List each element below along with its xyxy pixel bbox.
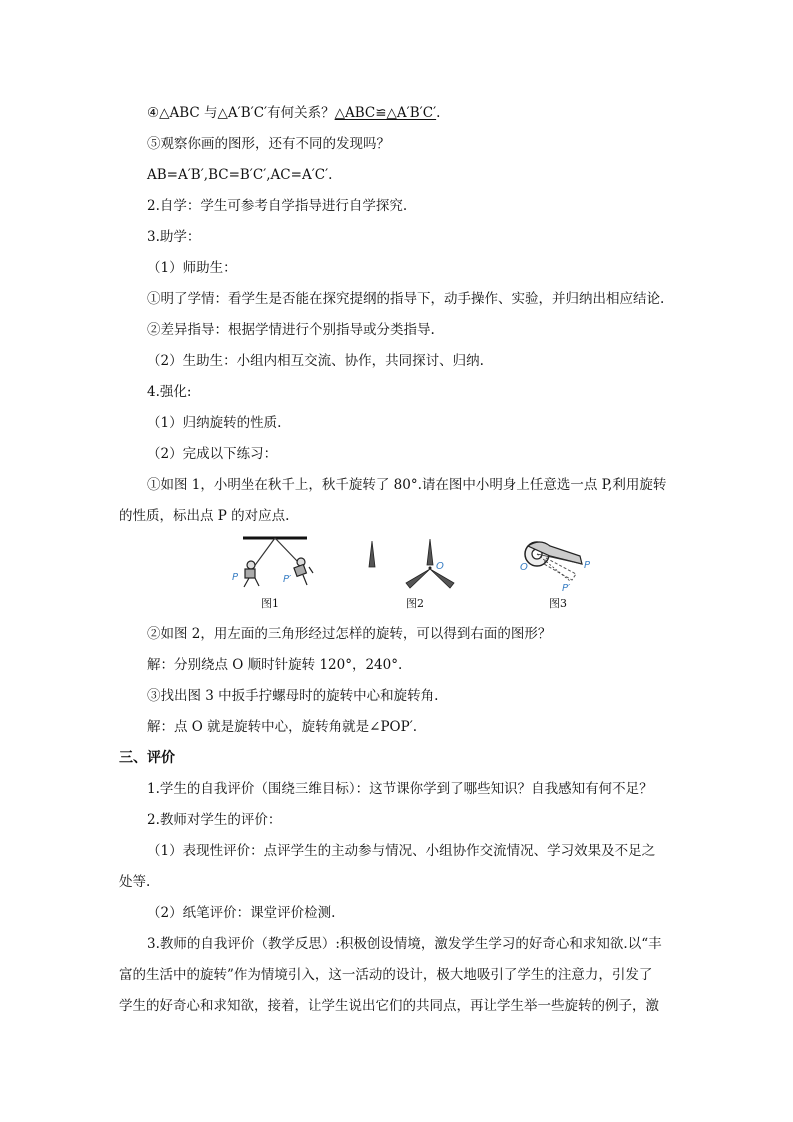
line-1-text: ④△ABC 与△A′B′C′有何关系？ xyxy=(147,105,335,121)
line-7: ①明了学情：看学生是否能在探究提纲的指导下，动手操作、实验，并归纳出相应结论. xyxy=(147,291,665,307)
line-1-end: . xyxy=(436,105,441,121)
figure-3-label-o: O xyxy=(520,562,528,573)
figure-1-swing xyxy=(225,535,335,590)
line-12: （2）完成以下练习： xyxy=(147,446,278,462)
line-26: 学生的好奇心和求知欲，接着，让学生说出它们的共同点，再让学生举一些旋转的例子，激 xyxy=(119,998,659,1014)
line-1 xyxy=(147,103,440,123)
line-15: ②如图 2，用左面的三角形经过怎样的旋转，可以得到右面的图形？ xyxy=(147,626,552,642)
figure-2-caption: 图2 xyxy=(406,597,424,610)
line-21: （1）表现性评价：点评学生的主动参与情况、小组协作交流情况、学习效果及不足之 xyxy=(147,843,656,859)
figure-2-label-o: O xyxy=(436,561,444,572)
figure-3-wrench xyxy=(510,534,605,592)
line-16: 解：分别绕点 O 顺时针旋转 120°，240°. xyxy=(147,657,403,673)
figure-3-label-p: P xyxy=(584,560,591,571)
line-4: 2.自学：学生可参考自学指导进行自学探究. xyxy=(147,198,408,214)
figure-3-caption: 图3 xyxy=(549,597,567,610)
figure-1-label-p: P xyxy=(232,572,239,583)
line-11: （1）归纳旋转的性质. xyxy=(147,415,282,431)
line-9: （2）生助生：小组内相互交流、协作，共同探讨、归纳. xyxy=(147,353,484,369)
figure-row xyxy=(0,530,793,615)
line-2: ⑤观察你画的图形，还有不同的发现吗？ xyxy=(147,136,390,152)
line-13: ①如图 1，小明坐在秋千上，秋千旋转了 80°.请在图中小明身上任意选一点 P,利用旋转 xyxy=(147,477,667,493)
line-17: ③找出图 3 中扳手拧螺母时的旋转中心和旋转角. xyxy=(147,688,439,704)
line-14: 的性质，标出点 P 的对应点. xyxy=(119,508,290,524)
line-23: （2）纸笔评价：课堂评价检测. xyxy=(147,905,336,921)
line-25: 富的生活中的旋转”作为情境引入，这一活动的设计，极大地吸引了学生的注意力，引发了 xyxy=(119,967,653,983)
line-6: （1）师助生： xyxy=(147,260,237,276)
figure-2-triangles xyxy=(360,533,460,593)
line-18: 解：点 O 就是旋转中心，旋转角就是∠POP′. xyxy=(147,719,418,735)
figure-3-label-p-prime: P′ xyxy=(562,583,571,592)
line-5: 3.助学： xyxy=(147,229,201,245)
line-1-answer: △ABC≌△A′B′C′ xyxy=(334,105,437,121)
line-3: AB=A′B′,BC=B′C′,AC=A′C′. xyxy=(147,167,333,183)
section-heading-evaluation: 三、评价 xyxy=(119,750,175,766)
figure-1-caption: 图1 xyxy=(261,597,279,610)
line-10: 4.强化: xyxy=(147,384,192,400)
line-19: 1.学生的自我评价（围绕三维目标）：这节课你学到了哪些知识？自我感知有何不足？ xyxy=(147,781,653,797)
line-24: 3.教师的自我评价（教学反思）:积极创设情境，激发学生学习的好奇心和求知欲.以“丰 xyxy=(147,936,662,952)
line-20: 2.教师对学生的评价： xyxy=(147,812,282,828)
line-8: ②差异指导：根据学情进行个别指导或分类指导. xyxy=(147,322,435,338)
figure-1-label-p-prime: P′ xyxy=(283,574,292,585)
line-22: 处等. xyxy=(119,874,151,890)
